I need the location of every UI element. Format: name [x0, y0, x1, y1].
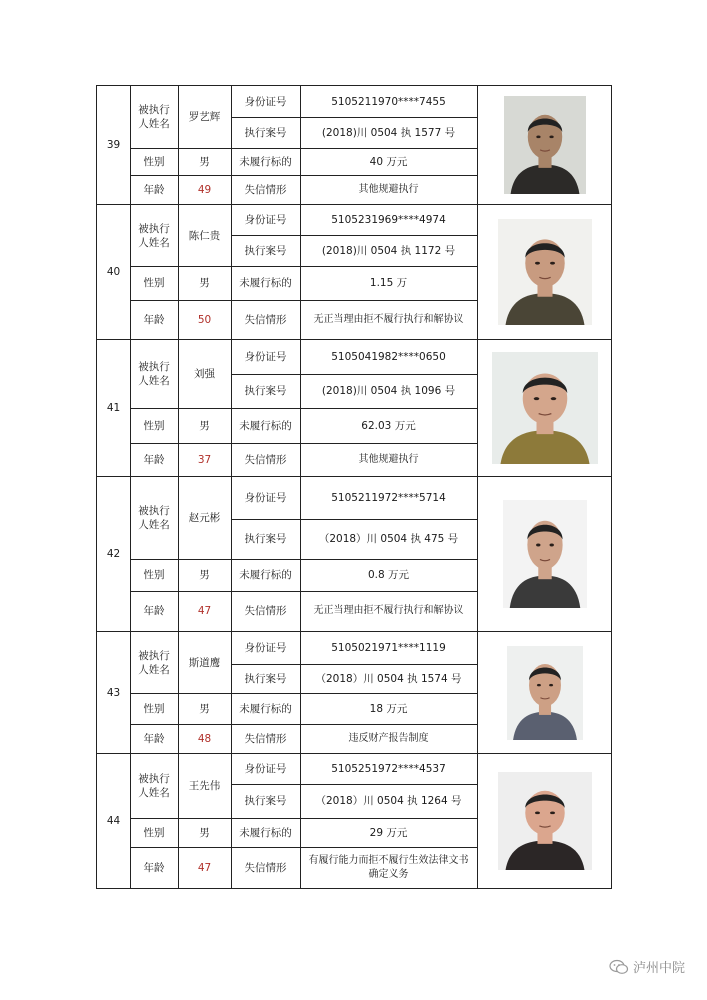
record-number: 39 — [106, 139, 121, 151]
gender-label: 性别 — [143, 702, 165, 715]
case-number-value: (2018)川 0504 执 1172 号 — [321, 244, 456, 257]
amount-label: 未履行标的 — [239, 826, 292, 839]
person-photo — [498, 219, 592, 325]
dishonest-value: 无正当理由拒不履行执行和解协议 — [313, 605, 464, 616]
id-number-value: 5105211970****7455 — [331, 95, 446, 108]
amount-label: 未履行标的 — [239, 702, 292, 715]
record-number: 40 — [106, 266, 121, 278]
record-43 — [96, 631, 612, 753]
dishonest-debtors-table — [96, 85, 612, 889]
watermark — [609, 957, 685, 976]
case-number-label: 执行案号 — [244, 126, 287, 139]
gender-label: 性别 — [143, 155, 165, 168]
case-number-label: 执行案号 — [244, 385, 287, 397]
amount-label: 未履行标的 — [239, 419, 292, 432]
id-number-label: 身份证号 — [244, 95, 287, 108]
name-value: 刘强 — [194, 368, 215, 380]
amount-label: 未履行标的 — [239, 569, 292, 581]
age-label: 年龄 — [143, 605, 165, 617]
case-number-value: （2018）川 0504 执 1574 号 — [315, 672, 462, 685]
watermark-text: 泸州中院 — [632, 961, 685, 976]
gender-value: 男 — [199, 702, 210, 715]
name-label: 被执行 人姓名 — [138, 773, 170, 799]
name-value: 斯道鹰 — [188, 656, 221, 669]
age-label: 年龄 — [143, 183, 165, 196]
gender-value: 男 — [199, 155, 210, 168]
gender-label: 性别 — [143, 277, 165, 289]
case-number-value: （2018）川 0504 执 1264 号 — [315, 795, 462, 807]
id-number-label: 身份证号 — [244, 642, 287, 654]
name-value: 赵元彬 — [188, 512, 221, 524]
gender-label: 性别 — [143, 419, 165, 432]
id-number-value: 5105041982****0650 — [331, 351, 446, 363]
wechat-logo-icon — [609, 959, 629, 975]
id-number-value: 5105231969****4974 — [331, 214, 446, 226]
dishonest-value: 其他规避执行 — [358, 183, 419, 195]
record-39 — [96, 85, 612, 204]
gender-value: 男 — [199, 277, 210, 289]
dishonest-label: 失信情形 — [244, 605, 287, 617]
age-label: 年龄 — [143, 732, 165, 745]
case-number-value: (2018)川 0504 执 1096 号 — [321, 385, 456, 397]
name-value: 陈仁贵 — [188, 229, 221, 242]
age-value: 47 — [197, 605, 212, 617]
age-value: 48 — [197, 732, 212, 745]
gender-label: 性别 — [143, 826, 165, 839]
case-number-value: (2018)川 0504 执 1577 号 — [321, 126, 456, 139]
record-42 — [96, 476, 612, 631]
record-number: 41 — [106, 402, 121, 414]
dishonest-label: 失信情形 — [244, 183, 287, 196]
amount-label: 未履行标的 — [239, 277, 292, 289]
record-number: 43 — [106, 686, 121, 699]
amount-value: 29 万元 — [369, 826, 408, 839]
dishonest-label: 失信情形 — [244, 453, 287, 466]
dishonest-value: 其他规避执行 — [358, 453, 419, 465]
id-number-value: 5105251972****4537 — [331, 763, 446, 775]
record-number: 42 — [106, 548, 121, 560]
case-number-label: 执行案号 — [244, 244, 287, 257]
dishonest-value: 违反财产报告制度 — [348, 732, 429, 744]
age-label: 年龄 — [143, 861, 165, 874]
name-label: 被执行 人姓名 — [138, 505, 170, 531]
age-label: 年龄 — [143, 313, 165, 326]
name-label: 被执行 人姓名 — [138, 361, 170, 387]
person-photo — [504, 96, 586, 194]
name-label: 被执行 人姓名 — [138, 104, 170, 130]
id-number-value: 5105211972****5714 — [331, 492, 446, 504]
dishonest-value: 无正当理由拒不履行执行和解协议 — [313, 313, 464, 325]
record-44 — [96, 753, 612, 889]
dishonest-label: 失信情形 — [244, 861, 287, 874]
age-value: 49 — [197, 183, 212, 196]
record-number: 44 — [106, 815, 121, 827]
name-value: 王先伟 — [188, 780, 221, 792]
id-number-label: 身份证号 — [244, 492, 287, 504]
name-label: 被执行 人姓名 — [138, 649, 170, 676]
amount-value: 1.15 万 — [369, 277, 408, 289]
dishonest-label: 失信情形 — [244, 732, 287, 745]
id-number-value: 5105021971****1119 — [331, 642, 446, 654]
record-41 — [96, 339, 612, 476]
gender-value: 男 — [199, 569, 210, 581]
age-value: 47 — [197, 861, 212, 874]
person-photo — [492, 352, 598, 464]
amount-value: 40 万元 — [369, 155, 408, 168]
case-number-label: 执行案号 — [244, 533, 287, 545]
amount-label: 未履行标的 — [239, 155, 292, 168]
dishonest-label: 失信情形 — [244, 313, 287, 326]
id-number-label: 身份证号 — [244, 351, 287, 363]
case-number-value: （2018）川 0504 执 475 号 — [318, 533, 459, 545]
person-photo — [503, 500, 587, 608]
amount-value: 18 万元 — [369, 702, 408, 715]
dishonest-value: 有履行能力而拒不履行生效法律文书确定义务 — [308, 854, 469, 880]
amount-value: 62.03 万元 — [361, 419, 416, 432]
age-label: 年龄 — [143, 453, 165, 466]
gender-value: 男 — [199, 419, 210, 432]
name-label: 被执行 人姓名 — [138, 222, 170, 249]
id-number-label: 身份证号 — [244, 214, 287, 226]
person-photo — [507, 646, 583, 740]
record-40 — [96, 204, 612, 339]
case-number-label: 执行案号 — [244, 795, 287, 807]
age-value: 50 — [197, 313, 212, 326]
amount-value: 0.8 万元 — [367, 569, 410, 581]
age-value: 37 — [197, 453, 212, 466]
id-number-label: 身份证号 — [244, 763, 287, 775]
case-number-label: 执行案号 — [244, 672, 287, 685]
gender-value: 男 — [199, 826, 210, 839]
name-value: 罗艺辉 — [188, 111, 221, 123]
person-photo — [498, 772, 592, 870]
gender-label: 性别 — [143, 569, 165, 581]
